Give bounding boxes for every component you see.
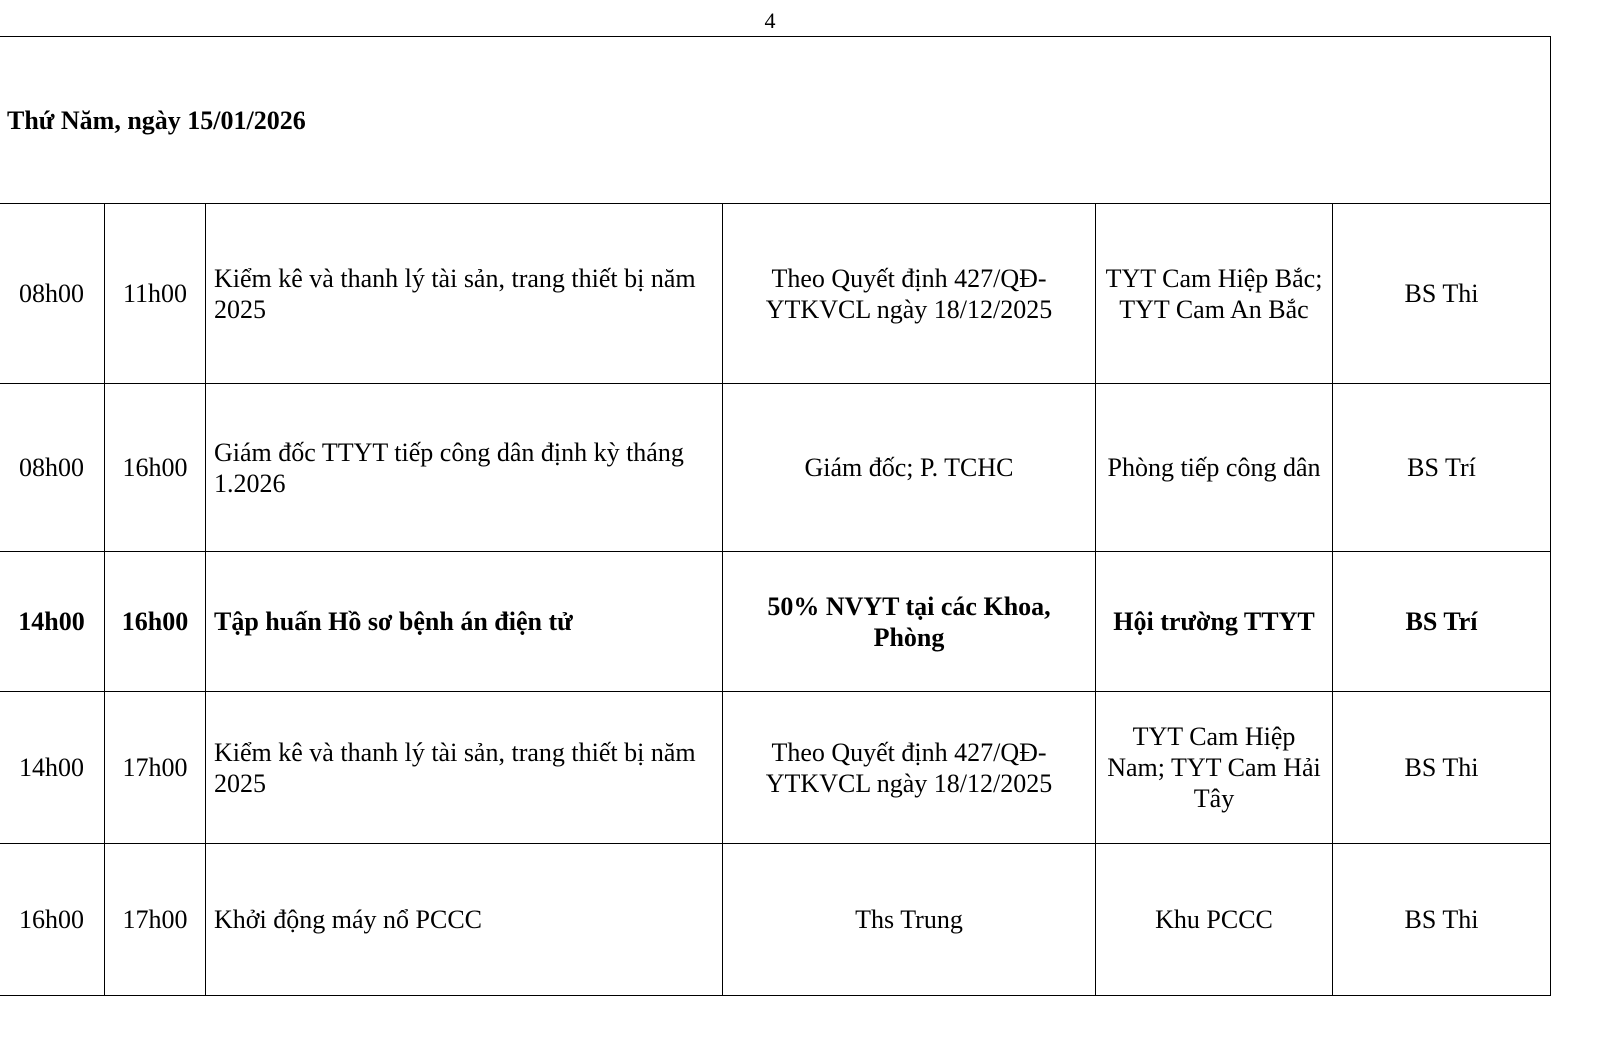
participants: 50% NVYT tại các Khoa, Phòng	[723, 552, 1096, 692]
page-number: 4	[764, 8, 776, 33]
chair: BS Trí	[1333, 384, 1551, 552]
table-row	[0, 692, 1551, 844]
end-time: 16h00	[105, 552, 206, 692]
chair: BS Thi	[1333, 692, 1551, 844]
end-time: 17h00	[105, 844, 206, 996]
start-time: 14h00	[0, 692, 105, 844]
start-time: 08h00	[0, 384, 105, 552]
location: TYT Cam Hiệp Bắc; TYT Cam An Bắc	[1096, 204, 1333, 384]
chair: BS Thi	[1333, 204, 1551, 384]
location: Phòng tiếp công dân	[1096, 384, 1333, 552]
participants: Giám đốc; P. TCHC	[723, 384, 1096, 552]
day-header-row	[0, 37, 1551, 204]
location: Hội trường TTYT	[1096, 552, 1333, 692]
participants: Theo Quyết định 427/QĐ-YTKVCL ngày 18/12/2025	[723, 204, 1096, 384]
start-time: 08h00	[0, 204, 105, 384]
end-time: 16h00	[105, 384, 206, 552]
end-time: 11h00	[105, 204, 206, 384]
location: Khu PCCC	[1096, 844, 1333, 996]
participants: Theo Quyết định 427/QĐ-YTKVCL ngày 18/12/2025	[723, 692, 1096, 844]
activity-content: Tập huấn Hồ sơ bệnh án điện tử	[206, 552, 723, 692]
activity-content: Kiểm kê và thanh lý tài sản, trang thiết bị năm 2025	[206, 692, 723, 844]
activity-content: Giám đốc TTYT tiếp công dân định kỳ tháng 1.2026	[206, 384, 723, 552]
end-time: 17h00	[105, 692, 206, 844]
activity-content: Kiểm kê và thanh lý tài sản, trang thiết bị năm 2025	[206, 204, 723, 384]
chair: BS Thi	[1333, 844, 1551, 996]
table-row	[0, 384, 1551, 552]
table-row	[0, 204, 1551, 384]
day-header: Thứ Năm, ngày 15/01/2026	[0, 37, 1551, 204]
table-row	[0, 552, 1551, 692]
start-time: 16h00	[0, 844, 105, 996]
activity-content: Khởi động máy nổ PCCC	[206, 844, 723, 996]
chair: BS Trí	[1333, 552, 1551, 692]
start-time: 14h00	[0, 552, 105, 692]
location: TYT Cam Hiệp Nam; TYT Cam Hải Tây	[1096, 692, 1333, 844]
table-row	[0, 844, 1551, 996]
schedule-table	[0, 36, 1551, 996]
participants: Ths Trung	[723, 844, 1096, 996]
